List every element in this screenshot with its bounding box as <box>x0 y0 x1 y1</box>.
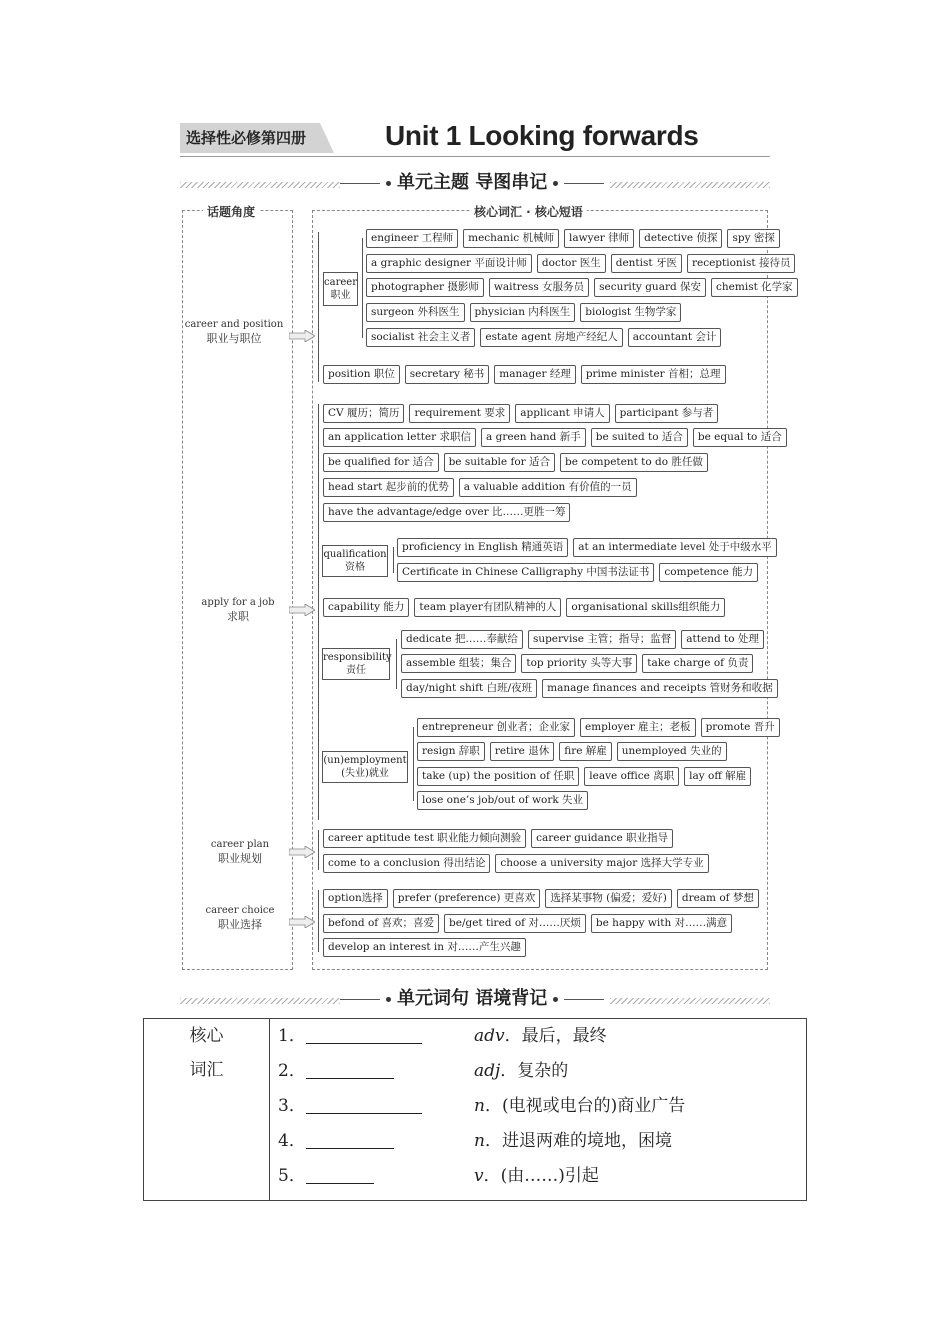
chip: be happy with 对……满意 <box>591 914 732 933</box>
qualification-row-1 <box>397 538 777 557</box>
chip: have the advantage/edge over 比……更胜一筹 <box>323 503 570 522</box>
hatch-left <box>180 182 340 188</box>
answer-blank[interactable] <box>306 1126 474 1161</box>
topic-panel-title: 话题角度 <box>203 203 259 220</box>
chip: physician 内科医生 <box>470 303 576 322</box>
employment-row-1 <box>417 718 780 737</box>
chip: capability 能力 <box>323 598 409 617</box>
chip: a graphic designer 平面设计师 <box>366 254 532 273</box>
vocab-item <box>278 1161 806 1196</box>
employment-row-4 <box>417 791 588 810</box>
topic-apply-for-a-job <box>184 596 292 624</box>
chip: biologist 生物学家 <box>580 303 681 322</box>
chip: be suited to 适合 <box>591 428 688 447</box>
part-of-speech: v <box>474 1166 484 1186</box>
topic-career-and-position <box>180 318 288 346</box>
capability-row <box>323 598 725 617</box>
arrow-right-icon <box>289 604 315 616</box>
part-of-speech: adj <box>474 1061 501 1081</box>
chip: mechanic 机械师 <box>463 229 559 248</box>
category-en: career <box>324 277 357 288</box>
chip: fire 解雇 <box>559 742 612 761</box>
chip: come to a conclusion 得出结论 <box>323 854 490 873</box>
chip: secretary 秘书 <box>405 365 489 384</box>
bracket-responsibility <box>396 639 397 689</box>
chip: Certificate in Chinese Calligraphy 中国书法证书 <box>397 563 654 582</box>
category-en: qualification <box>323 549 387 560</box>
meaning: ．复杂的 <box>500 1061 569 1081</box>
chip: resign 辞职 <box>417 742 485 761</box>
topic-zh: 职业规划 <box>218 852 262 865</box>
chip: career aptitude test 职业能力倾向测验 <box>323 829 526 848</box>
career-row-2 <box>366 254 795 273</box>
bracket-qualification <box>393 547 394 573</box>
chip: participant 参与者 <box>615 404 719 423</box>
career-row-3 <box>366 278 798 297</box>
meaning: ．(电视或电台的)商业广告 <box>484 1096 686 1116</box>
topic-zh: 职业与职位 <box>206 332 262 345</box>
book-tag: 选择性必修第四册 <box>180 123 320 153</box>
chip: 选择某事物 (偏爱；爱好) <box>545 889 672 908</box>
chip: socialist 社会主义者 <box>366 328 475 347</box>
chip: take charge of 负责 <box>642 654 753 673</box>
bracket-career-position <box>318 232 319 382</box>
chip: dream of 梦想 <box>677 889 759 908</box>
chip: prefer (preference) 更喜欢 <box>393 889 541 908</box>
section-banner-mindmap <box>340 168 604 194</box>
category-zh: 资格 <box>345 562 365 573</box>
meaning: ．(由……)引起 <box>483 1166 599 1186</box>
chip: befond of 喜欢；喜爱 <box>323 914 439 933</box>
chip: security guard 保安 <box>594 278 706 297</box>
category-en: (un)employment <box>323 755 407 766</box>
chip: competence 能力 <box>659 563 758 582</box>
part-of-speech: n <box>474 1096 485 1116</box>
answer-blank[interactable] <box>306 1091 474 1126</box>
chip: day/night shift 白班/夜班 <box>401 679 537 698</box>
section-title: 单元词句 语境背记 <box>397 988 548 1009</box>
hatch-right <box>610 182 770 188</box>
chip: head start 起步前的优势 <box>323 478 454 497</box>
item-number: 5． <box>278 1166 306 1186</box>
bracket-choice <box>318 890 319 952</box>
plan-row-1 <box>323 829 673 848</box>
chip: receptionist 接待员 <box>687 254 796 273</box>
chip: manager 经理 <box>494 365 576 384</box>
chip: dentist 牙医 <box>611 254 682 273</box>
category-employment <box>322 751 408 783</box>
hatch-right <box>610 998 770 1004</box>
chip: a green hand 新手 <box>481 428 586 447</box>
topic-career-plan <box>186 838 294 866</box>
responsibility-row-3 <box>401 679 778 698</box>
chip: retire 退休 <box>490 742 554 761</box>
chip: be equal to 适合 <box>693 428 787 447</box>
chip: an application letter 求职信 <box>323 428 476 447</box>
employment-row-3 <box>417 767 751 786</box>
category-zh: (失业)就业 <box>341 768 389 779</box>
vocab-label-cell <box>144 1019 270 1201</box>
chip: dedicate 把……奉献给 <box>401 630 523 649</box>
vocab-item <box>278 1021 806 1056</box>
chip: organisational skills组织能力 <box>566 598 725 617</box>
category-responsibility <box>322 648 390 680</box>
apply-row-3 <box>323 453 708 472</box>
plan-row-2 <box>323 854 709 873</box>
choice-row-1 <box>323 889 759 908</box>
category-qualification <box>322 545 388 577</box>
item-number: 2． <box>278 1061 306 1081</box>
chip: accountant 会计 <box>628 328 722 347</box>
chip: at an intermediate level 处于中级水平 <box>573 538 776 557</box>
arrow-right-icon <box>289 330 315 342</box>
chip: requirement 要求 <box>409 404 510 423</box>
chip: develop an interest in 对……产生兴趣 <box>323 938 526 957</box>
choice-row-3 <box>323 938 526 957</box>
chip: promote 晋升 <box>701 718 780 737</box>
position-row <box>323 365 726 384</box>
chip: attend to 处理 <box>681 630 764 649</box>
vocab-panel-title: 核心词汇 · 核心短语 <box>470 203 587 220</box>
apply-row-5 <box>323 503 570 522</box>
chip: surgeon 外科医生 <box>366 303 465 322</box>
chip: option选择 <box>323 889 388 908</box>
arrow-right-icon <box>289 846 315 858</box>
responsibility-row-1 <box>401 630 764 649</box>
unit-title: Unit 1 Looking forwards <box>385 120 699 151</box>
bracket-career <box>362 238 363 338</box>
vocab-item <box>278 1091 806 1126</box>
qualification-row-2 <box>397 563 758 582</box>
topic-en: career and position <box>184 319 284 330</box>
career-row-4 <box>366 303 681 322</box>
item-number: 4． <box>278 1131 306 1151</box>
chip: applicant 申请人 <box>515 404 609 423</box>
part-of-speech: n <box>474 1131 485 1151</box>
apply-row-2 <box>323 428 787 447</box>
chip: position 职位 <box>323 365 400 384</box>
chip: spy 密探 <box>727 229 779 248</box>
category-zh: 职业 <box>330 290 351 301</box>
hatch-left <box>180 998 340 1004</box>
chip: photographer 摄影师 <box>366 278 484 297</box>
vocab-label: 核心 <box>189 1026 224 1046</box>
topic-en: apply for a job <box>201 597 275 608</box>
chip: lawyer 律师 <box>564 229 634 248</box>
vocab-label: 词汇 <box>189 1060 224 1080</box>
chip: choose a university major 选择大学专业 <box>495 854 708 873</box>
chip: take (up) the position of 任职 <box>417 767 579 786</box>
chip: assemble 组装；集合 <box>401 654 516 673</box>
category-en: responsibility <box>323 652 392 663</box>
header-rule <box>180 156 770 157</box>
chip: chemist 化学家 <box>711 278 798 297</box>
section-title: 单元主题 导图串记 <box>397 172 548 193</box>
chip: engineer 工程师 <box>366 229 458 248</box>
career-row-5 <box>366 328 721 347</box>
chip: proficiency in English 精通英语 <box>397 538 568 557</box>
bracket-plan <box>318 830 319 870</box>
vocab-items-cell <box>270 1019 807 1201</box>
chip: be/get tired of 对……厌烦 <box>444 914 586 933</box>
answer-blank[interactable] <box>306 1056 474 1091</box>
chip: be competent to do 胜任做 <box>560 453 708 472</box>
chip: doctor 医生 <box>537 254 606 273</box>
meaning: ．进退两难的境地，困境 <box>484 1131 672 1151</box>
apply-row-4 <box>323 478 637 497</box>
meaning: ．最后，最终 <box>504 1026 607 1046</box>
topic-zh: 求职 <box>227 610 249 623</box>
bracket-employment <box>413 727 414 801</box>
vocab-table <box>143 1018 807 1201</box>
chip: estate agent 房地产经纪人 <box>480 328 622 347</box>
vocab-item <box>278 1056 806 1091</box>
chip: prime minister 首相；总理 <box>581 365 726 384</box>
category-zh: 责任 <box>346 665 366 676</box>
topic-en: career plan <box>210 839 270 850</box>
answer-blank[interactable] <box>306 1021 474 1056</box>
responsibility-row-2 <box>401 654 753 673</box>
chip: team player有团队精神的人 <box>414 598 561 617</box>
chip: detective 侦探 <box>639 229 722 248</box>
employment-row-2 <box>417 742 727 761</box>
vocab-item <box>278 1126 806 1161</box>
category-career <box>323 272 358 306</box>
chip: leave office 离职 <box>584 767 679 786</box>
chip: career guidance 职业指导 <box>531 829 673 848</box>
bracket-apply <box>318 404 319 820</box>
chip: lose one’s job/out of work 失业 <box>417 791 588 810</box>
chip: unemployed 失业的 <box>617 742 727 761</box>
chip: manage finances and receipts 管财务和收据 <box>542 679 778 698</box>
answer-blank[interactable] <box>306 1161 474 1196</box>
topic-zh: 职业选择 <box>218 918 262 931</box>
chip: entrepreneur 创业者；企业家 <box>417 718 575 737</box>
choice-row-2 <box>323 914 732 933</box>
chip: top priority 头等大事 <box>521 654 637 673</box>
chip: be qualified for 适合 <box>323 453 439 472</box>
topic-en: career choice <box>205 905 275 916</box>
part-of-speech: adv <box>474 1026 505 1046</box>
item-number: 3． <box>278 1096 306 1116</box>
chip: lay off 解雇 <box>684 767 751 786</box>
career-row-1 <box>366 229 780 248</box>
item-number: 1． <box>278 1026 306 1046</box>
section-banner-vocab <box>340 984 604 1010</box>
apply-row-1 <box>323 404 718 423</box>
chip: CV 履历；简历 <box>323 404 404 423</box>
chip: employer 雇主；老板 <box>580 718 696 737</box>
chip: waitress 女服务员 <box>489 278 589 297</box>
chip: a valuable addition 有价值的一员 <box>459 478 637 497</box>
chip: be suitable for 适合 <box>444 453 555 472</box>
arrow-right-icon <box>289 916 315 928</box>
topic-career-choice <box>186 904 294 932</box>
chip: supervise 主管；指导；监督 <box>528 630 676 649</box>
